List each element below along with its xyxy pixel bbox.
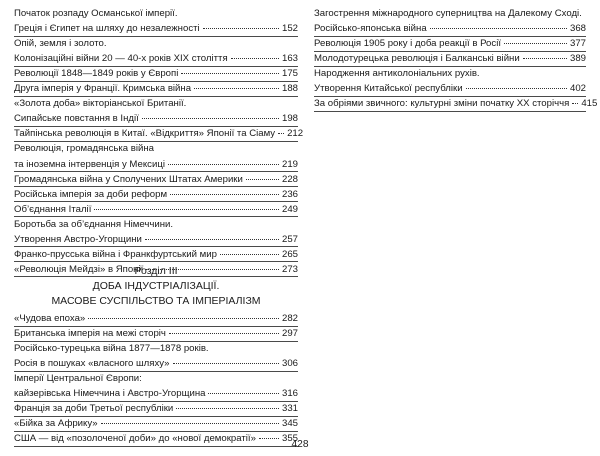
toc-entry <box>14 328 298 340</box>
entry-divider <box>14 96 298 97</box>
toc-entry <box>314 8 586 20</box>
toc-entry <box>314 38 586 50</box>
toc-entry <box>14 68 298 80</box>
toc-entry-title: За обріями звичного: культурні зміни початку XX сторіччя <box>314 98 570 110</box>
toc-entry <box>14 53 298 65</box>
dot-leader <box>173 363 279 364</box>
toc-entry <box>14 403 298 415</box>
toc-entry-title: Тайпінська революція в Китаї. «Відкриття» Японії та Сіаму <box>14 128 276 140</box>
dot-leader <box>169 333 279 334</box>
toc-entry <box>14 83 298 95</box>
dot-leader <box>142 118 279 119</box>
toc-entry-title: «Бійка за Африку» <box>14 418 98 429</box>
toc-entry-title: «Золота доба» вікторіанської Британії. <box>14 98 187 110</box>
dot-leader <box>101 423 279 424</box>
entry-divider <box>314 36 586 37</box>
toc-entry-title: США — від «позолоченої доби» до «нової демократії» <box>14 433 256 444</box>
toc-entry <box>314 98 598 110</box>
entry-divider <box>14 431 298 432</box>
entry-divider <box>14 201 298 202</box>
toc-entry <box>14 128 304 140</box>
entry-divider <box>14 141 298 142</box>
toc-entry <box>14 418 298 430</box>
entry-divider <box>14 246 298 247</box>
toc-entry <box>14 113 298 125</box>
toc-entry-page: 345 <box>281 418 298 429</box>
dot-leader <box>523 58 567 59</box>
toc-entry-title: «Чудова епоха» <box>14 313 86 324</box>
toc-entry-page: 297 <box>281 328 298 339</box>
dot-leader <box>94 209 279 210</box>
toc-entry-page: 219 <box>281 158 298 170</box>
entry-divider <box>14 261 298 262</box>
toc-entry-title: Британська імперія на межі сторіч <box>14 328 166 339</box>
entry-divider <box>14 401 298 402</box>
toc-entry-page: 249 <box>281 203 298 215</box>
toc-entry-page: 316 <box>281 388 298 399</box>
toc-entry <box>314 53 586 65</box>
toc-entry-page: 175 <box>281 68 298 80</box>
toc-entry-title: Імперії Центральної Європи: <box>14 373 142 384</box>
dot-leader <box>181 73 279 74</box>
toc-entry <box>14 204 298 216</box>
toc-entry <box>14 219 298 231</box>
toc-entry-page: 228 <box>281 173 298 185</box>
entry-divider <box>314 111 586 112</box>
toc-entry-page: 236 <box>281 188 298 200</box>
toc-entry-title: Початок розпаду Османської імперії. <box>14 8 178 19</box>
toc-entry-title: Революції 1848—1849 років у Європі <box>14 68 179 80</box>
dot-leader <box>231 58 279 59</box>
entry-divider <box>14 341 298 342</box>
toc-entry <box>14 98 298 110</box>
entry-divider <box>14 81 298 82</box>
dot-leader <box>145 239 279 240</box>
dot-leader <box>220 254 279 255</box>
toc-entry <box>14 249 298 261</box>
toc-entry-title: Утворення Австро-Угорщини <box>14 233 142 245</box>
section-title-line-2: МАСОВЕ СУСПІЛЬСТВО ТА ІМПЕРІАЛІЗМ <box>51 295 261 307</box>
toc-entry-title: та іноземна інтервенція у Мексиці <box>14 158 165 170</box>
toc-entry-title: Молодотурецька революція і Балканські війни <box>314 53 520 65</box>
toc-entry-page: 306 <box>281 358 298 369</box>
dot-leader <box>504 43 567 44</box>
toc-entry-title: Революція, громадянська війна <box>14 143 154 155</box>
toc-entry-page: 389 <box>569 53 586 65</box>
dot-leader <box>170 194 279 195</box>
toc-entry-page: 152 <box>281 23 298 35</box>
toc-entry <box>314 83 586 95</box>
toc-entry-page: 265 <box>281 248 298 260</box>
toc-entry-title: Франція за доби Третьої республіки <box>14 403 174 414</box>
entry-divider <box>14 36 298 37</box>
toc-entry <box>14 313 298 325</box>
toc-entry-page: 212 <box>287 128 304 140</box>
toc-entry-page: 257 <box>281 233 298 245</box>
toc-entry-page: 415 <box>581 98 598 110</box>
toc-entry-title: «Революція Мейдзі» в Японії <box>14 263 144 275</box>
toc-entry-page: 273 <box>281 263 298 275</box>
toc-entry-title: Друга імперія у Франції. Кримська війна <box>14 83 192 95</box>
toc-entry-page: 377 <box>569 38 586 50</box>
toc-entry-title: Колонізаційні війни 20 — 40-х років XIX століття <box>14 53 228 65</box>
toc-entry-title: Греція і Єгипет на шляху до незалежності <box>14 23 200 35</box>
toc-entry-title: Народження антиколоніальних рухів. <box>314 68 480 80</box>
toc-entry-title: Боротьба за об’єднання Німеччини. <box>14 218 174 230</box>
section-title-line-1: ДОБА ІНДУСТРІАЛІЗАЦІЇ. <box>92 280 220 292</box>
toc-entry <box>14 189 298 201</box>
toc-entry <box>14 8 298 20</box>
toc-entry <box>14 373 298 385</box>
entry-divider <box>14 66 298 67</box>
entry-divider <box>314 66 586 67</box>
entry-divider <box>14 186 298 187</box>
toc-entry-title: кайзерівська Німеччина і Австро-Угорщина <box>14 388 206 399</box>
section-label: Розділ III <box>134 265 178 277</box>
dot-leader <box>572 103 578 104</box>
toc-entry <box>14 159 298 171</box>
toc-entry-title: Російсько-турецька війна 1877—1878 років. <box>14 343 209 354</box>
dot-leader <box>203 28 279 29</box>
dot-leader <box>430 28 567 29</box>
entry-divider <box>314 96 586 97</box>
entry-divider <box>314 51 586 52</box>
dot-leader <box>88 318 279 319</box>
dot-leader <box>278 133 284 134</box>
toc-entry-page: 188 <box>281 83 298 95</box>
entry-divider <box>14 326 298 327</box>
toc-entry-title: Революція 1905 року і доба реакції в Росії <box>314 38 501 50</box>
toc-entry-title: Франко-прусська війна і Франкфуртський мир <box>14 248 217 260</box>
toc-entry <box>14 38 298 50</box>
entry-divider <box>14 126 298 127</box>
toc-entry-title: Опій, земля і золото. <box>14 38 107 50</box>
toc-entry <box>14 343 298 355</box>
toc-entry-title: Загострення міжнародного суперництва на Далекому Сході. <box>314 8 582 19</box>
dot-leader <box>176 408 279 409</box>
toc-entry <box>14 174 298 186</box>
toc-entry-title: Росія в пошуках «власного шляху» <box>14 358 170 369</box>
toc-entry-page: 198 <box>281 113 298 125</box>
toc-entry <box>14 143 298 155</box>
dot-leader <box>246 179 279 180</box>
dot-leader <box>194 88 279 89</box>
toc-entry <box>14 234 298 246</box>
page-number: 428 <box>291 439 309 450</box>
toc-entry-title: Громадянська війна у Сполучених Штатах Америки <box>14 173 243 185</box>
toc-entry-title: Російська імперія за доби реформ <box>14 188 168 200</box>
toc-entry <box>14 23 298 35</box>
toc-entry-page: 355 <box>281 433 298 444</box>
dot-leader <box>208 393 279 394</box>
toc-entry-page: 368 <box>569 23 586 35</box>
entry-divider <box>14 171 298 172</box>
entry-divider <box>14 371 298 372</box>
toc-entry-title: Утворення Китайської республіки <box>314 83 463 95</box>
toc-entry <box>314 68 586 80</box>
toc-entry-title: Об’єднання Італії <box>14 203 92 215</box>
toc-entry-page: 282 <box>281 313 298 324</box>
toc-entry-page: 331 <box>281 403 298 414</box>
dot-leader <box>466 88 567 89</box>
toc-entry <box>314 23 586 35</box>
dot-leader <box>168 164 279 165</box>
toc-entry <box>14 388 298 400</box>
entry-divider <box>14 416 298 417</box>
toc-entry-page: 402 <box>569 83 586 95</box>
toc-entry-page: 163 <box>281 53 298 65</box>
toc-entry-title: Сипайське повстання в Індії <box>14 113 139 125</box>
section-heading <box>14 264 298 309</box>
toc-entry <box>14 358 298 370</box>
entry-divider <box>14 216 298 217</box>
toc-entry-title: Російсько-японська війна <box>314 23 427 35</box>
